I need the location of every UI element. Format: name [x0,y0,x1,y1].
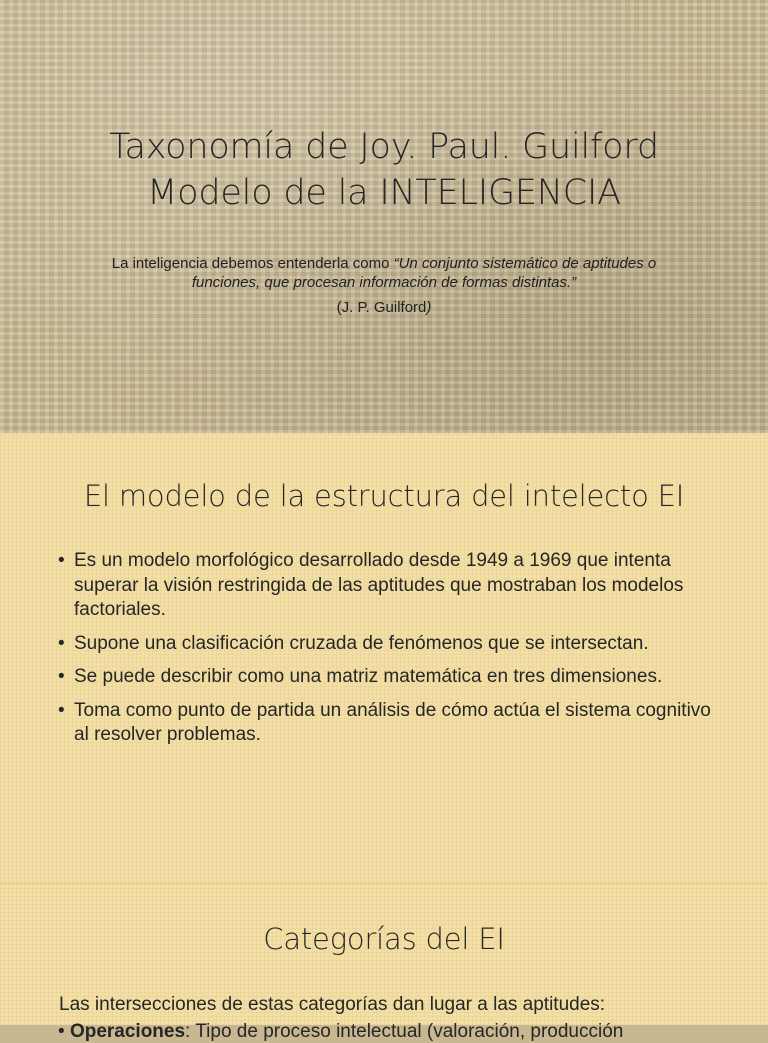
title-line-2: Modelo de la INTELIGENCIA [147,173,621,213]
categories-heading: Categorías del EI [263,922,505,956]
slide-title [0,0,768,433]
model-bullet-list [58,549,728,757]
bullet-item: • Es un modelo morfológico desarrollado desde 1949 a 1969 que intenta superar la visión restringida de las aptitudes que mostraban los modelos factoriales. [58,549,728,623]
bullet-item: • Supone una clasificación cruzada de fenómenos que se intersectan. [58,632,728,657]
categories-lead: Las intersecciones de estas categorías dan lugar a las aptitudes: [59,994,606,1015]
author-name: (J. P. Guilford [336,299,427,316]
definition-text [90,254,678,292]
slide-title-heading [0,124,768,216]
bullet-item: • Toma como punto de partida un análisis de cómo actúa el sistema cognitivo al resolver problemas. [58,699,728,748]
author-close: ) [426,299,432,316]
operations-label: Operaciones [69,1021,186,1042]
definition-lead: La inteligencia debemos entenderla como [111,255,394,272]
bullet-item: • Se puede describir como una matriz matemática en tres dimensiones. [58,665,728,690]
slide-model [0,433,768,883]
categories-first-bullet: • Operaciones: Tipo de proceso intelectual (valoración, producción [58,1021,624,1042]
operations-text: : Tipo de proceso intelectual (valoración, producción [185,1021,624,1042]
model-heading: El modelo de la estructura del intelecto EI [83,479,685,513]
slide-categories [0,884,768,1042]
title-line-1: Taxonomía de Joy. Paul. Guilford [109,127,659,167]
quote-author [0,299,768,316]
definition-quote: “Un conjunto sistemático de aptitudes o funciones, que procesan información de formas distintas.” [191,255,657,291]
